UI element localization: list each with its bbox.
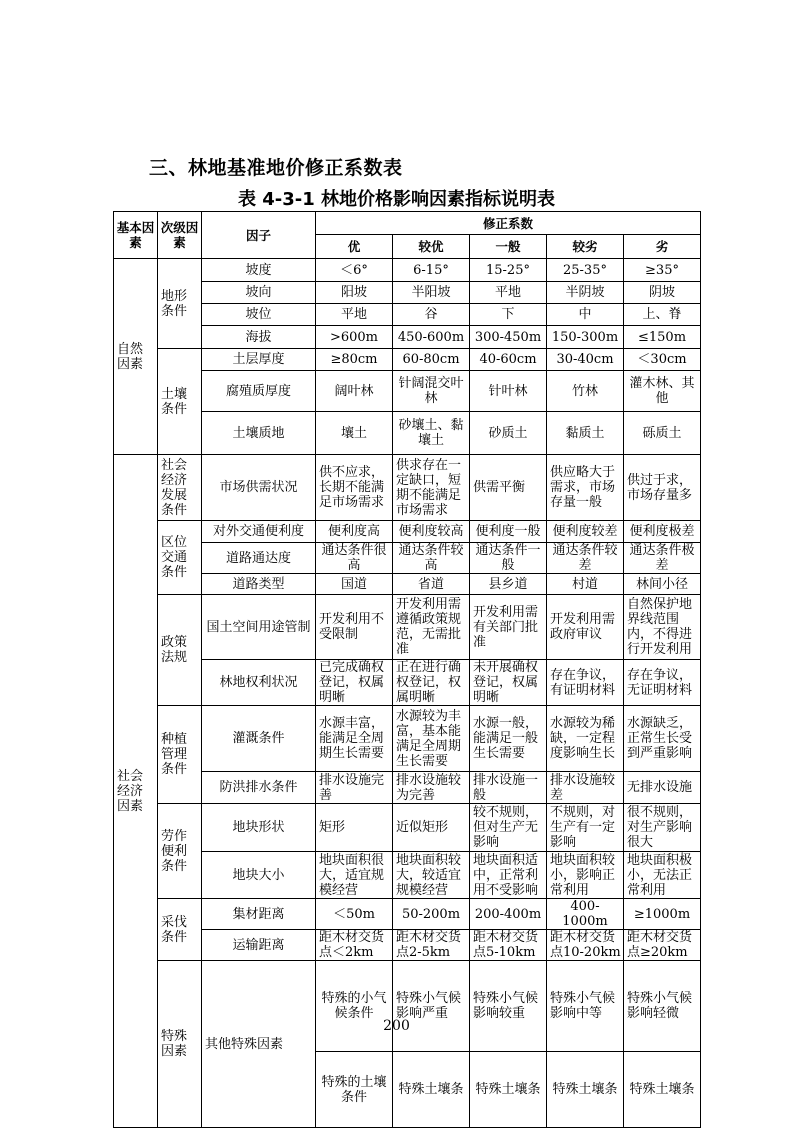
coefficient-cell: 便利度较高 [393,521,470,543]
factor-cell: 集材距离 [202,899,316,930]
coefficient-cell: 特殊土壤条 [393,1052,470,1128]
coefficient-cell: 300-450m [470,326,547,349]
coefficient-cell: 通达条件较差 [547,543,624,574]
coefficient-cell: 较不规则，但对生产无影响 [470,804,547,852]
coefficient-cell: ≥35° [624,259,701,282]
factor-cell: 国土空间用途管制 [202,595,316,660]
factor-cell: 运输距离 [202,930,316,961]
coefficient-cell: 便利度较差 [547,521,624,543]
header-level-excellent: 优 [316,235,393,259]
table-row [114,282,701,304]
coefficient-cell: 开发利用需有关部门批准 [470,595,547,660]
coefficient-cell: 地块面积很大，适宜规模经营 [316,852,393,899]
coefficient-cell: 供不应求，长期不能满足市场需求 [316,455,393,521]
coefficient-cell: 开发利用需政府审议 [547,595,624,660]
coefficient-cell: 通达条件极差 [624,543,701,574]
coefficient-cell: 60-80cm [393,349,470,371]
table-row [114,804,701,852]
secondary-factor-cell: 区位交通条件 [158,521,202,595]
table-row [114,660,701,706]
factor-cell: 坡位 [202,304,316,326]
table-row [114,706,701,772]
table-row [114,543,701,574]
page-number: 200 [383,1018,410,1034]
factor-cell: 土层厚度 [202,349,316,371]
section-title: 三、林地基准地价修正系数表 [149,157,403,179]
coefficient-cell: ≥80cm [316,349,393,371]
coefficient-cell: 特殊小气候影响严重 [393,961,470,1052]
header-factor: 因子 [202,212,316,259]
factor-cell: 坡向 [202,282,316,304]
coefficient-cell: ＜50m [316,899,393,930]
coefficient-cell: 特殊土壤条 [547,1052,624,1128]
coefficient-cell: 半阳坡 [393,282,470,304]
coefficient-cell: 很不规则，对生产影响很大 [624,804,701,852]
coefficient-cell: 150-300m [547,326,624,349]
basic-factor-cell: 特殊因素 [158,961,202,1128]
coefficient-cell: 开发利用不受限制 [316,595,393,660]
table-title: 表 4-3-1 林地价格影响因素指标说明表 [237,189,556,210]
coefficient-cell: 中 [547,304,624,326]
coefficient-cell: 地块面积较大，较适宜规模经营 [393,852,470,899]
coefficient-cell: 便利度极差 [624,521,701,543]
coefficient-cell: ＜6° [316,259,393,282]
table-row [114,961,701,1052]
factor-cell: 林地权利状况 [202,660,316,706]
coefficient-cell: 特殊小气候影响轻微 [624,961,701,1052]
coefficient-cell: 阳坡 [316,282,393,304]
factor-cell: 特殊的小气候条件 [316,961,393,1052]
table-row [114,371,701,412]
coefficient-cell: 供过于求，市场存量多 [624,455,701,521]
header-level-good: 较优 [393,235,470,259]
factor-cell: 海拔 [202,326,316,349]
coefficient-cell: 砂质土 [470,412,547,455]
coefficient-cell: 自然保护地界线范围内，不得进行开发利用 [624,595,701,660]
secondary-factor-cell: 种植管理条件 [158,706,202,804]
coefficient-cell: 距木材交货点2-5km [393,930,470,961]
factor-cell: 道路通达度 [202,543,316,574]
coefficient-cell: 砾质土 [624,412,701,455]
coefficient-cell: 存在争议，有证明材料 [547,660,624,706]
secondary-factor-cell: 地形条件 [158,259,202,349]
coefficient-cell: 砂壤土、黏壤土 [393,412,470,455]
coefficient-cell: 地块面积适中，正常利用不受影响 [470,852,547,899]
coefficient-cell: 水源一般，能满足一般生长需要 [470,706,547,772]
coefficient-cell: 水源较为丰富，基本能满足全周期生长需要 [393,706,470,772]
coefficient-cell: 矩形 [316,804,393,852]
factor-cell: 特殊的土壤条件 [316,1052,393,1128]
table-row [114,899,701,930]
factor-cell: 腐殖质厚度 [202,371,316,412]
basic-factor-cell: 社会经济因素 [114,455,158,1128]
coefficient-cell: 30-40cm [547,349,624,371]
coefficient-cell: 排水设施较为完善 [393,772,470,804]
factor-cell: 道路类型 [202,574,316,595]
factor-cell: 灌溉条件 [202,706,316,772]
coefficient-cell: 开发利用需遵循政策规范，无需批准 [393,595,470,660]
table-row [114,595,701,660]
coefficient-cell: 上、脊 [624,304,701,326]
table-row [114,521,701,543]
coefficient-cell: 距木材交货点10-20km [547,930,624,961]
table-row [114,772,701,804]
header-level-bad: 劣 [624,235,701,259]
coefficient-cell: 供应略大于需求，市场存量一般 [547,455,624,521]
coefficient-cell: 50-200m [393,899,470,930]
coefficient-cell: 特殊小气候影响中等 [547,961,624,1052]
coefficient-cell: 水源缺乏，正常生长受到严重影响 [624,706,701,772]
coefficient-cell: 平地 [316,304,393,326]
factor-cell: 土壤质地 [202,412,316,455]
table-row [114,455,701,521]
coefficient-cell: 距木材交货点5-10km [470,930,547,961]
secondary-factor-cell: 采伐条件 [158,899,202,961]
coefficient-cell: 竹林 [547,371,624,412]
coefficient-table [113,211,701,1128]
coefficient-cell: 供需平衡 [470,455,547,521]
coefficient-cell: ＜30cm [624,349,701,371]
secondary-factor-cell: 土壤条件 [158,349,202,455]
coefficient-cell: 平地 [470,282,547,304]
table-row [114,852,701,899]
header-level-poor: 较劣 [547,235,624,259]
header-level-average: 一般 [470,235,547,259]
header-correction-coefficient: 修正系数 [316,212,701,235]
coefficient-cell: 水源丰富，能满足全周期生长需要 [316,706,393,772]
header-secondary-factor: 次级因素 [158,212,202,259]
coefficient-cell: 针叶林 [470,371,547,412]
coefficient-cell: 正在进行确权登记，权属明晰 [393,660,470,706]
table-row [114,930,701,961]
factor-cell: 市场供需状况 [202,455,316,521]
coefficient-cell: 特殊土壤条 [470,1052,547,1128]
header-basic-factor: 基本因素 [114,212,158,259]
coefficient-cell: 下 [470,304,547,326]
table-row [114,259,701,282]
coefficient-cell: 不规则，对生产有一定影响 [547,804,624,852]
factor-cell: 对外交通便利度 [202,521,316,543]
coefficient-cell: 地块面积极小，无法正常利用 [624,852,701,899]
coefficient-cell: 半阴坡 [547,282,624,304]
coefficient-cell: 25-35° [547,259,624,282]
coefficient-cell: 供求存在一定缺口，短期不能满足市场需求 [393,455,470,521]
coefficient-cell: 已完成确权登记，权属明晰 [316,660,393,706]
coefficient-cell: 阴坡 [624,282,701,304]
table-row [114,412,701,455]
coefficient-cell: 县乡道 [470,574,547,595]
coefficient-cell: 15-25° [470,259,547,282]
coefficient-cell: 未开展确权登记，权属明晰 [470,660,547,706]
table-row [114,349,701,371]
coefficient-cell: 通达条件很高 [316,543,393,574]
table-row [114,304,701,326]
coefficient-cell: 便利度一般 [470,521,547,543]
coefficient-cell: 近似矩形 [393,804,470,852]
basic-factor-cell: 自然因素 [114,259,158,455]
coefficient-cell: 便利度高 [316,521,393,543]
coefficient-cell: 灌木林、其他 [624,371,701,412]
coefficient-cell: 存在争议，无证明材料 [624,660,701,706]
coefficient-cell: >600m [316,326,393,349]
coefficient-cell: ≥1000m [624,899,701,930]
coefficient-cell: 通达条件较高 [393,543,470,574]
secondary-factor-cell: 社会经济发展条件 [158,455,202,521]
coefficient-cell: 特殊小气候影响较重 [470,961,547,1052]
factor-cell: 防洪排水条件 [202,772,316,804]
factor-cell: 地块形状 [202,804,316,852]
coefficient-cell: 壤土 [316,412,393,455]
secondary-factor-cell: 政策法规 [158,595,202,706]
coefficient-cell: 特殊土壤条 [624,1052,701,1128]
coefficient-cell: 450-600m [393,326,470,349]
coefficient-cell: 200-400m [470,899,547,930]
factor-cell: 坡度 [202,259,316,282]
coefficient-cell: 阔叶林 [316,371,393,412]
coefficient-cell: ≤150m [624,326,701,349]
coefficient-cell: 地块面积较小，影响正常利用 [547,852,624,899]
factor-cell: 地块大小 [202,852,316,899]
secondary-factor-cell: 其他特殊因素 [202,961,316,1128]
coefficient-cell: 谷 [393,304,470,326]
coefficient-cell: 林间小径 [624,574,701,595]
coefficient-cell: 通达条件一般 [470,543,547,574]
coefficient-cell: 排水设施较差 [547,772,624,804]
coefficient-cell: 黏质土 [547,412,624,455]
coefficient-cell: 6-15° [393,259,470,282]
coefficient-cell: 村道 [547,574,624,595]
secondary-factor-cell: 劳作便利条件 [158,804,202,899]
coefficient-cell: 40-60cm [470,349,547,371]
coefficient-cell: 针阔混交叶林 [393,371,470,412]
coefficient-cell: 省道 [393,574,470,595]
coefficient-cell: 排水设施一般 [470,772,547,804]
coefficient-cell: 距木材交货点≥20km [624,930,701,961]
coefficient-cell: 400-1000m [547,899,624,930]
coefficient-cell: 距木材交货点＜2km [316,930,393,961]
coefficient-cell: 无排水设施 [624,772,701,804]
coefficient-cell: 国道 [316,574,393,595]
table-row [114,326,701,349]
coefficient-cell: 排水设施完善 [316,772,393,804]
table-row [114,574,701,595]
coefficient-cell: 水源较为稀缺，一定程度影响生长 [547,706,624,772]
